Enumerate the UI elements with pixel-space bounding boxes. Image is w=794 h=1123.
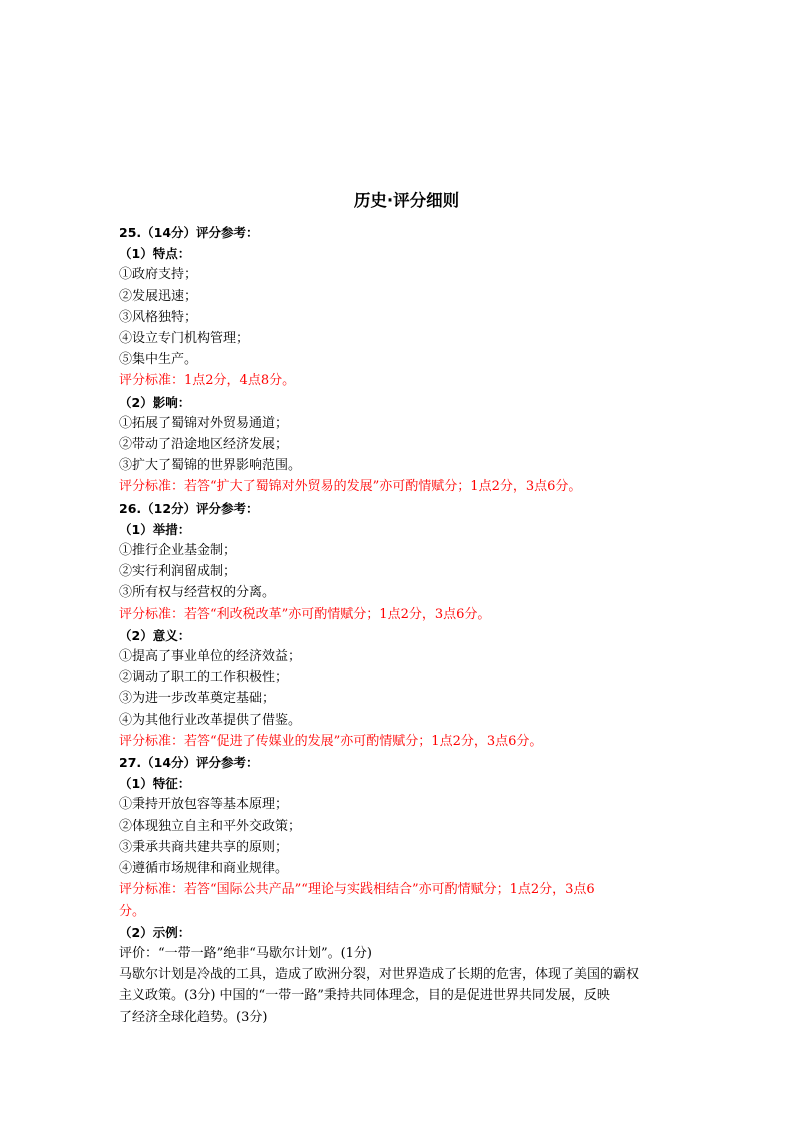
list-item: ②体现独立自主和平外交政策；: [119, 818, 302, 834]
list-item: ③扩大了蜀锦的世界影响范围。: [119, 458, 302, 474]
list-item: ②发展迅速；: [119, 288, 198, 304]
question-25: [119, 222, 684, 498]
explanation-line: 主义政策。(3分) 中国的“一带一路”秉持共同体理念，目的是促进世界共同发展，反映: [119, 988, 610, 1004]
list-item: ②调动了职工的工作积极性；: [119, 670, 289, 686]
list-item: ④遵循市场规律和商业规律。: [119, 861, 289, 877]
document-page: [119, 190, 684, 1028]
q25-part1-heading: （1）特点：: [119, 246, 191, 262]
scoring-standard: 评分标准：若答“促进了传媒业的发展”亦可酌情赋分；1点2分，3点6分。: [119, 733, 543, 749]
list-item: ④为其他行业改革提供了借鉴。: [119, 712, 302, 728]
list-item: ①提高了事业单位的经济效益；: [119, 649, 302, 665]
page-title: 历史·评分细则: [353, 191, 460, 210]
list-item: ①推行企业基金制；: [119, 543, 237, 559]
list-item: ③秉承共商共建共享的原则；: [119, 839, 289, 855]
scoring-standard-continued: 分。: [119, 903, 146, 919]
list-item: ③风格独特；: [119, 309, 198, 325]
list-item: ①秉持开放包容等基本原理；: [119, 797, 289, 813]
question-26-heading: 26.（12分）评分参考：: [119, 500, 259, 516]
q26-part2-heading: （2）意义：: [119, 627, 191, 643]
scoring-standard: 评分标准：1点2分，4点8分。: [119, 373, 296, 389]
q26-part1-heading: （1）举措：: [119, 521, 191, 537]
question-27-heading: 27.（14分）评分参考：: [119, 755, 259, 771]
question-27: [119, 752, 684, 1028]
evaluation-text: 评价：“一带一路”绝非“马歇尔计划”。(1分): [119, 945, 372, 961]
q27-part2-heading: （2）示例：: [119, 924, 191, 940]
list-item: ④设立专门机构管理；: [119, 331, 250, 347]
list-item: ②带动了沿途地区经济发展；: [119, 437, 289, 453]
question-26: [119, 498, 684, 752]
scoring-standard: 评分标准：若答“国际公共产品”“理论与实践相结合”亦可酌情赋分；1点2分，3点6: [119, 882, 595, 898]
list-item: ②实行利润留成制；: [119, 564, 237, 580]
list-item: ①拓展了蜀锦对外贸易通道；: [119, 415, 289, 431]
q27-part1-heading: （1）特征：: [119, 776, 191, 792]
list-item: ①政府支持；: [119, 267, 198, 283]
list-item: ③为进一步改革奠定基础；: [119, 691, 276, 707]
explanation-line: 了经济全球化趋势。(3分): [119, 1009, 268, 1025]
question-25-heading: 25.（14分）评分参考：: [119, 225, 259, 240]
scoring-standard: 评分标准：若答“利改税改革”亦可酌情赋分；1点2分，3点6分。: [119, 606, 491, 622]
q25-part2-heading: （2）影响：: [119, 394, 191, 410]
explanation-line: 马歇尔计划是冷战的工具，造成了欧洲分裂，对世界造成了长期的危害，体现了美国的霸权: [119, 967, 640, 983]
list-item: ⑤集中生产。: [119, 352, 198, 368]
scoring-standard: 评分标准：若答“扩大了蜀锦对外贸易的发展”亦可酌情赋分；1点2分，3点6分。: [119, 479, 582, 495]
list-item: ③所有权与经营权的分离。: [119, 585, 276, 601]
